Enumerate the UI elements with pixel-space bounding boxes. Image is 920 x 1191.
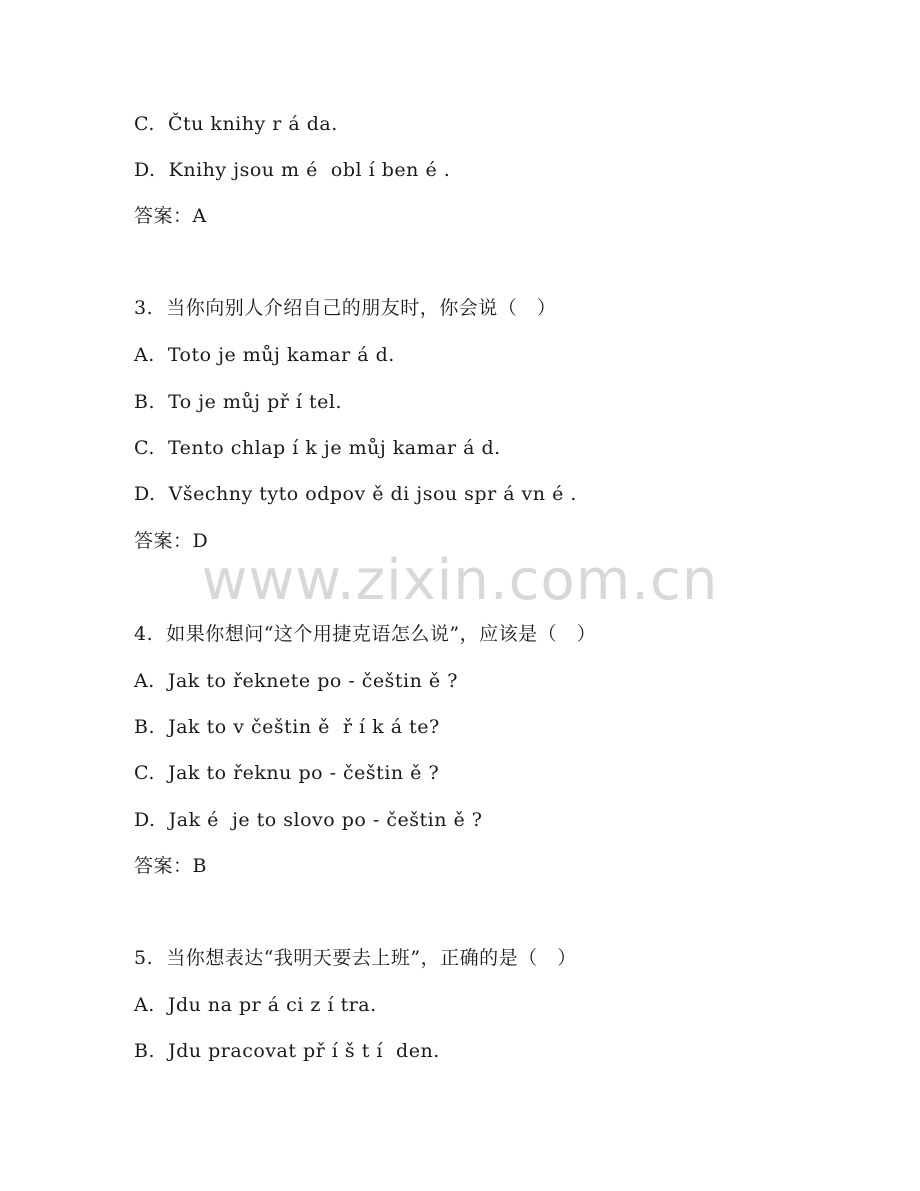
q4-question: 4. 如果你想问“这个用捷克语怎么说”，应该是（ ） xyxy=(134,623,597,645)
q4-option-d: D. Jak é je to slovo po - češtin ě ? xyxy=(134,809,483,831)
q3-option-c: C. Tento chlap í k je můj kamar á d. xyxy=(134,437,501,459)
q2-option-c: C. Čtu knihy r á da. xyxy=(134,113,338,135)
q4-option-c: C. Jak to řeknu po - češtin ě ? xyxy=(134,762,440,784)
q5-option-a: A. Jdu na pr á ci z í tra. xyxy=(134,994,377,1016)
q5-question: 5. 当你想表达“我明天要去上班”，正确的是（ ） xyxy=(134,947,577,969)
q4-answer: 答案：B xyxy=(134,855,207,877)
q4-option-b: B. Jak to v češtin ě ř í k á te? xyxy=(134,716,440,738)
q3-answer: 答案：D xyxy=(134,530,209,552)
q3-option-a: A. Toto je můj kamar á d. xyxy=(134,344,395,366)
q3-option-d: D. Všechny tyto odpov ě di jsou spr á vn é . xyxy=(134,483,577,505)
q2-answer: 答案：A xyxy=(134,205,207,227)
q3-question: 3. 当你向别人介绍自己的朋友时，你会说（ ） xyxy=(134,297,557,319)
q4-option-a: A. Jak to řeknete po - češtin ě ? xyxy=(134,670,458,692)
q3-option-b: B. To je můj př í tel. xyxy=(134,391,343,413)
q5-option-b: B. Jdu pracovat př í š t í den. xyxy=(134,1040,440,1062)
watermark: www.zixin.com.cn xyxy=(201,548,719,613)
q2-option-d: D. Knihy jsou m é obl í ben é . xyxy=(134,159,451,181)
